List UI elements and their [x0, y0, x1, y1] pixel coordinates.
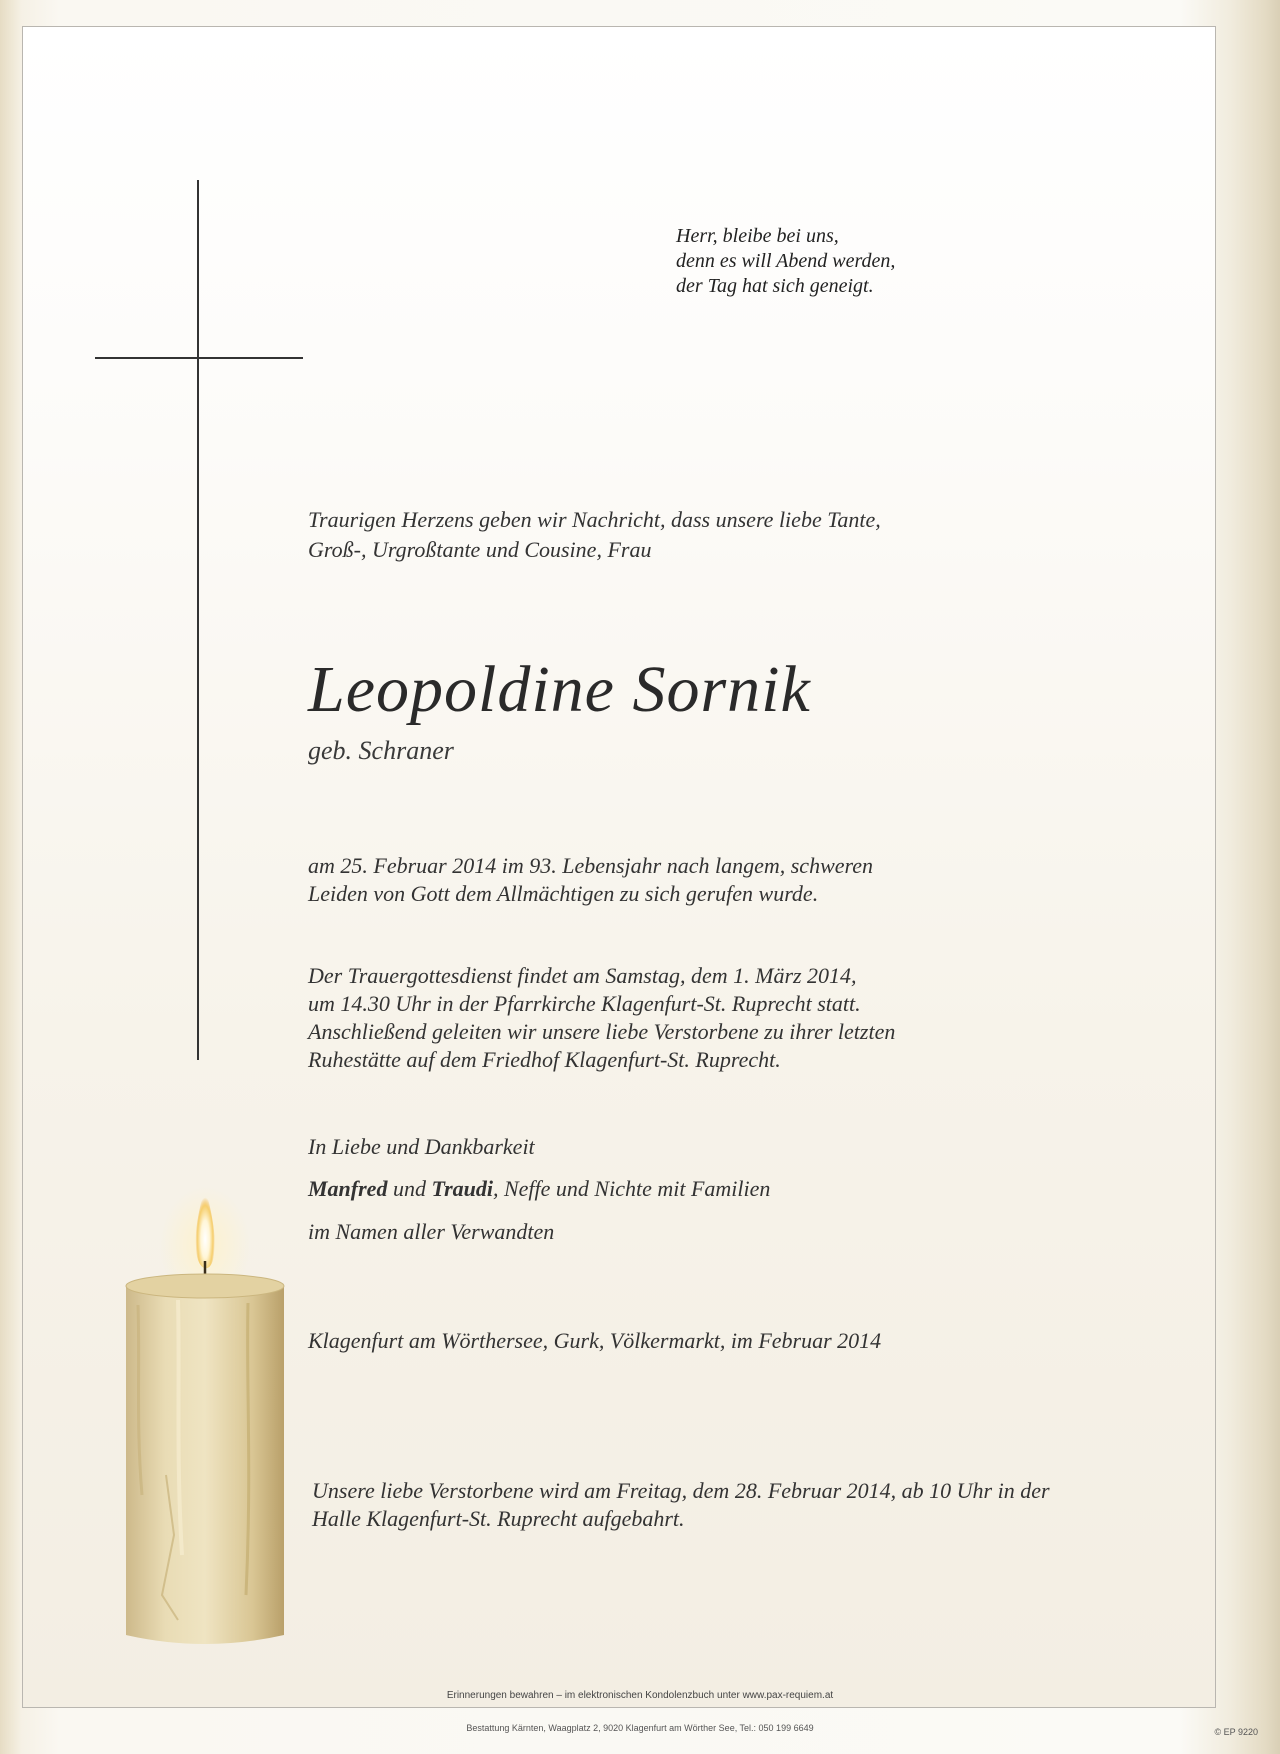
death-notice — [308, 852, 873, 908]
verse-line: Herr, bleibe bei uns, — [676, 225, 839, 247]
announcement-intro — [308, 505, 881, 565]
candle-image — [118, 1175, 293, 1650]
mourners-names — [308, 1174, 770, 1204]
death-line: Leiden von Gott dem Allmächtigen zu sich gerufen wurde. — [308, 881, 819, 906]
death-line: am 25. Februar 2014 im 93. Lebensjahr nach langem, schweren — [308, 853, 874, 878]
mourners-connector: und — [387, 1176, 432, 1201]
mourner-name-manfred: Manfred — [308, 1176, 388, 1201]
mourner-name-traudi: Traudi — [431, 1176, 493, 1201]
place-date: Klagenfurt am Wörthersee, Gurk, Völkermarkt, im Februar 2014 — [308, 1328, 882, 1353]
address-footer: Bestattung Kärnten, Waagplatz 2, 9020 Klagenfurt am Wörther See, Tel.: 050 199 6649 — [466, 1723, 814, 1733]
mourners-relatives: im Namen aller Verwandten — [308, 1219, 555, 1244]
cross-vertical-bar — [197, 180, 199, 1060]
intro-line: Traurigen Herzens geben wir Nachricht, dass unsere liebe Tante, — [308, 507, 881, 532]
service-line: um 14.30 Uhr in der Pfarrkirche Klagenfurt-St. Ruprecht statt. — [308, 991, 861, 1016]
print-code: © EP 9220 — [1214, 1727, 1258, 1737]
lying-in-state-info — [312, 1477, 1050, 1533]
service-line: Anschließend geleiten wir unsere liebe Verstorbene zu ihrer letzten — [308, 1019, 896, 1044]
verse-line: der Tag hat sich geneigt. — [676, 275, 874, 297]
deceased-name: Leopoldine Sornik — [308, 653, 811, 726]
mourners-relation: , Neffe und Nichte mit Familien — [492, 1176, 771, 1201]
lying-line: Halle Klagenfurt-St. Ruprecht aufgebahrt. — [312, 1506, 685, 1531]
mourners-intro: In Liebe und Dankbarkeit — [308, 1134, 535, 1159]
service-line: Ruhestätte auf dem Friedhof Klagenfurt-St. Ruprecht. — [308, 1047, 781, 1072]
condolence-footer: Erinnerungen bewahren – im elektronischen Kondolenzbuch unter www.pax-requiem.at — [446, 1690, 834, 1701]
funeral-service-info — [308, 962, 895, 1074]
cross-horizontal-bar — [95, 357, 303, 359]
candle-body — [126, 1278, 284, 1644]
candle-top — [126, 1274, 284, 1298]
service-line: Der Trauergottesdienst findet am Samstag, dem 1. März 2014, — [308, 963, 857, 988]
verse-line: denn es will Abend werden, — [676, 250, 896, 272]
intro-line: Groß-, Urgroßtante und Cousine, Frau — [308, 537, 652, 562]
bible-verse — [676, 224, 895, 299]
lying-line: Unsere liebe Verstorbene wird am Freitag, dem 28. Februar 2014, ab 10 Uhr in der — [312, 1478, 1050, 1503]
birth-name: geb. Schraner — [308, 736, 454, 765]
